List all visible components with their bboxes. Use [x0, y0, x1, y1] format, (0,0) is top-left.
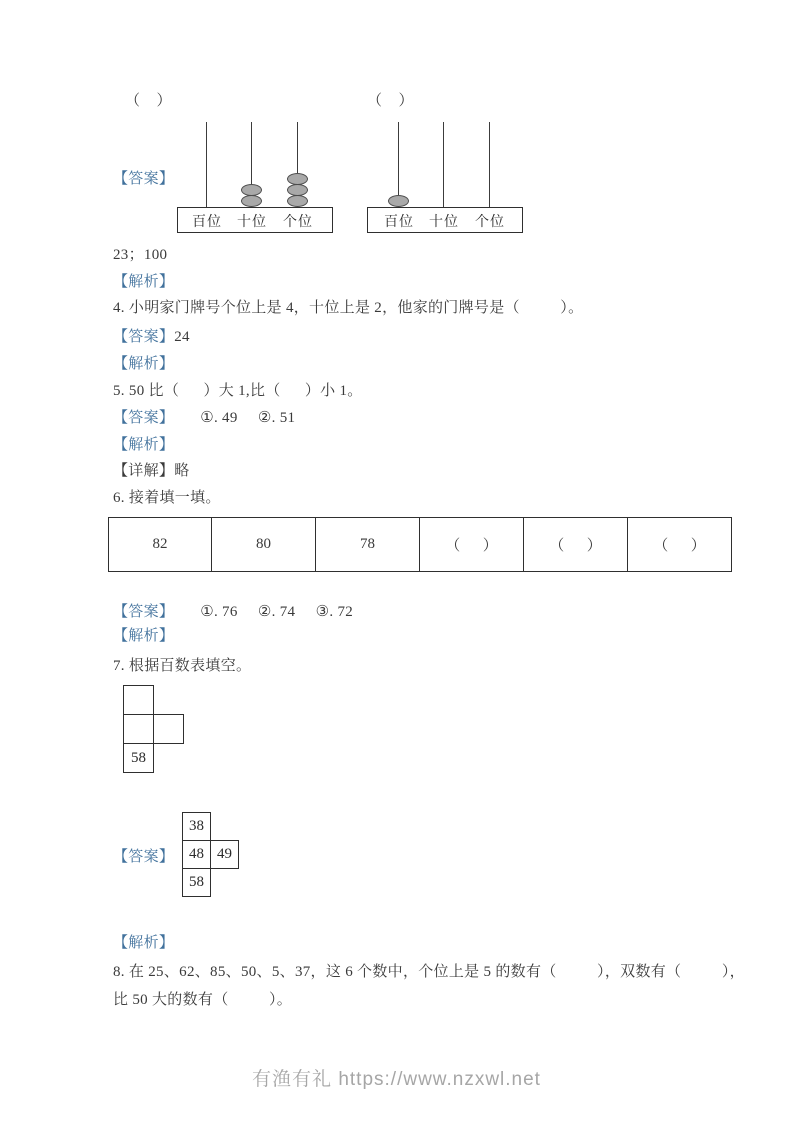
q3-blank-left: （ ） [125, 93, 172, 109]
analysis-label: 【解析】 [113, 356, 175, 372]
analysis-label: 【解析】 [113, 628, 175, 644]
question-6-text: 6. 接着填一填。 [113, 490, 221, 506]
answer-label: 【答案】 [113, 849, 175, 865]
grid-cell-blank [123, 685, 154, 715]
grid-cell-blank [123, 714, 154, 744]
question-4-text: 4. 小明家门牌号个位上是 4，十位上是 2，他家的门牌号是（ ）。 [113, 300, 584, 316]
grid-cell-58: 58 [123, 743, 154, 773]
grid-cell-48: 48 [182, 840, 211, 869]
abacus-right [367, 120, 523, 233]
site-watermark: 有渔有礼 https://www.nzxwl.net [252, 1069, 541, 1090]
table-cell: 78 [316, 517, 420, 572]
q3-blank-right: （ ） [367, 93, 414, 109]
place-label-ones: 个位 [283, 215, 313, 230]
grid-cell-38: 38 [182, 812, 211, 841]
abacus-rod-hundreds [206, 122, 207, 207]
abacus-bead [241, 184, 262, 196]
q5-detail-value: 略 [174, 463, 190, 479]
analysis-label: 【解析】 [113, 935, 175, 951]
q6-number-sequence-table [108, 517, 732, 572]
q6-answer-value: ①. 76 ②. 74 ③. 72 [200, 604, 354, 620]
grid-cell-49: 49 [210, 840, 239, 869]
q6-answer-line [113, 603, 353, 622]
question-7-text: 7. 根据百数表填空。 [113, 658, 252, 674]
bead-stack-hundreds [388, 120, 409, 207]
place-label-ones: 个位 [475, 215, 505, 230]
q4-answer-line [113, 328, 190, 347]
abacus-base [367, 207, 523, 233]
bead-stack-ones [287, 120, 308, 207]
q3-answer-value: 23；100 [113, 247, 168, 263]
table-cell: 82 [108, 517, 212, 572]
q5-answer-line [113, 409, 295, 428]
abacus-bead [287, 173, 308, 185]
q5-detail-line [113, 462, 190, 481]
table-cell-blank: （ ） [628, 517, 732, 572]
table-cell-blank: （ ） [524, 517, 628, 572]
question-8-text-line1: 8. 在 25、62、85、50、5、37，这 6 个数中，个位上是 5 的数有（ ），双数有（ ）， [113, 964, 745, 980]
abacus-bead [287, 195, 308, 207]
detail-label: 【详解】 [113, 463, 175, 479]
abacus-rod-ones [489, 122, 490, 207]
question-5-text: 5. 50 比（ ）大 1,比（ ）小 1。 [113, 383, 363, 399]
place-label-tens: 十位 [429, 215, 459, 230]
abacus-base [177, 207, 333, 233]
question-8-text-line2: 比 50 大的数有（ ）。 [113, 992, 293, 1008]
grid-cell-blank [153, 714, 184, 744]
q5-answer-value: ①. 49 ②. 51 [200, 410, 296, 426]
answer-label: 【答案】 [113, 604, 175, 620]
table-cell: 80 [212, 517, 316, 572]
table-cell-blank: （ ） [420, 517, 524, 572]
abacus-bead [241, 195, 262, 207]
analysis-label: 【解析】 [113, 274, 175, 290]
abacus-bead [287, 184, 308, 196]
place-label-tens: 十位 [237, 215, 267, 230]
grid-cell-58: 58 [182, 868, 211, 897]
answer-label: 【答案】 [113, 171, 175, 187]
analysis-label: 【解析】 [113, 437, 175, 453]
abacus-bead [388, 195, 409, 207]
bead-stack-tens [241, 120, 262, 207]
place-label-hundreds: 百位 [384, 215, 414, 230]
abacus-left [177, 120, 333, 233]
answer-label: 【答案】 [113, 329, 175, 345]
abacus-rod-tens [443, 122, 444, 207]
place-label-hundreds: 百位 [192, 215, 222, 230]
q4-answer-value: 24 [174, 329, 190, 345]
answer-label: 【答案】 [113, 410, 175, 426]
